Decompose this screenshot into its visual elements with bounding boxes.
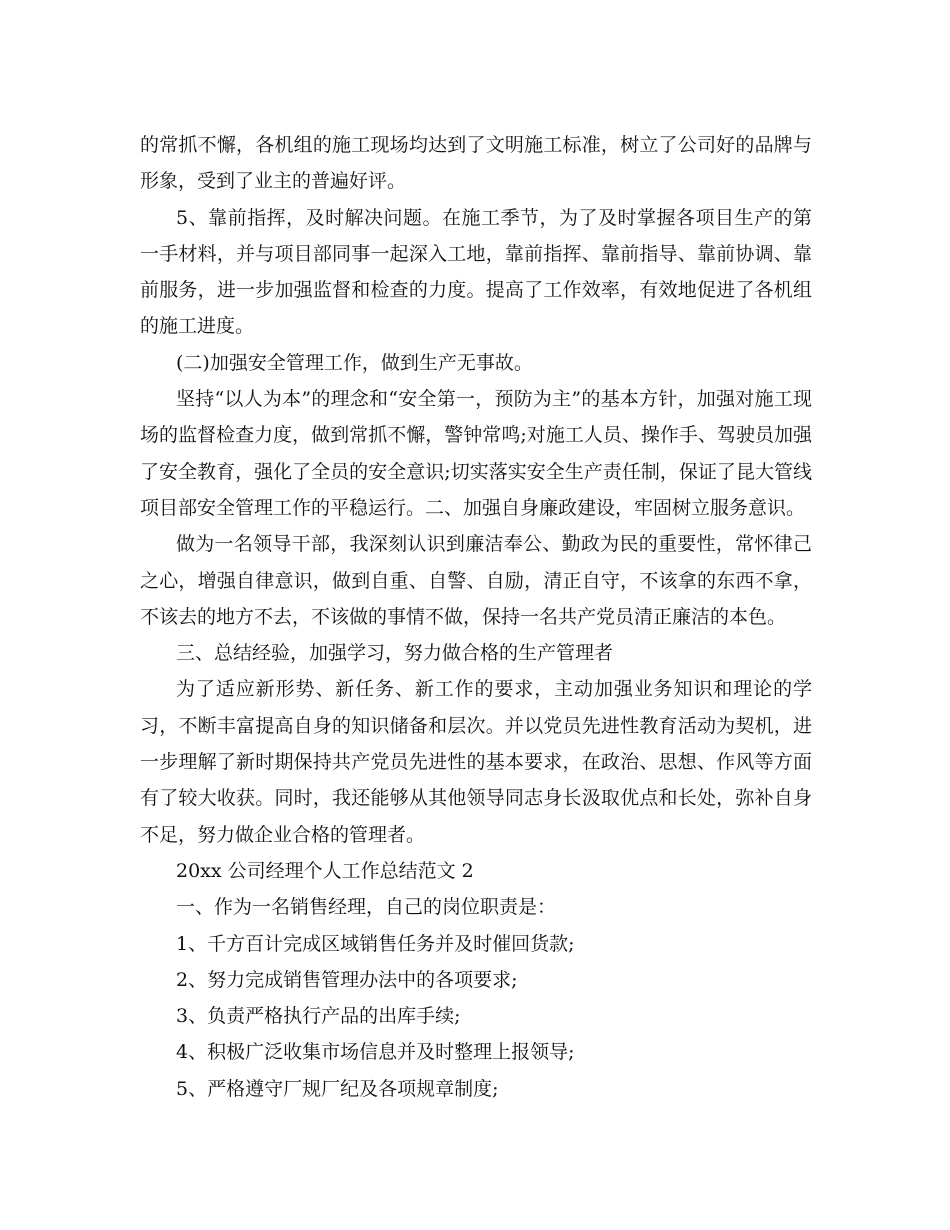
heading-summary-learning: 三、总结经验，加强学习，努力做合格的生产管理者: [176, 642, 614, 665]
duty-item-1: 1、千方百计完成区域销售任务并及时催回货款;: [176, 932, 575, 955]
paragraph-integrity: 做为一名领导干部，我深刻认识到廉洁奉公、勤政为民的重要性，常怀律己之心，增强自律意识，做到自重、自警、自励，清正自守，不该拿的东西不拿，不该去的地方不去，不该做的事情不做，保持一名共产党员清正廉洁的本色。: [140, 533, 812, 628]
document-body: [140, 127, 812, 1107]
paragraph-learning: 为了适应新形势、新任务、新工作的要求，主动加强业务知识和理论的学习，不断丰富提高自身的知识储备和层次。并以党员先进性教育活动为契机，进一步理解了新时期保持共产党员先进性的基本要求，在政治、思想、作风等方面有了较大收获。同时，我还能够从其他领导同志身长汲取优点和长处，弥补自身不足，努力做企业合格的管理者。: [140, 678, 812, 846]
duties-intro: 一、作为一名销售经理，自己的岗位职责是：: [176, 896, 557, 919]
paragraph-continuation: 的常抓不懈，各机组的施工现场均达到了文明施工标准，树立了公司好的品牌与形象，受到了业主的普遍好评。: [140, 134, 812, 193]
section-title: 20xx 公司经理个人工作总结范文 2: [176, 859, 474, 882]
duty-item-3: 3、负责严格执行产品的出库手续;: [176, 1005, 461, 1028]
heading-safety-management: (二)加强安全管理工作，做到生产无事故。: [176, 351, 533, 374]
duty-item-2: 2、努力完成销售管理办法中的各项要求;: [176, 968, 518, 991]
duty-item-4: 4、积极广泛收集市场信息并及时整理上报领导;: [176, 1041, 575, 1064]
paragraph-safety: 坚持“以人为本”的理念和“安全第一，预防为主”的基本方针，加强对施工现场的监督检查力度，做到常抓不懈，警钟常鸣;对施工人员、操作手、驾驶员加强了安全教育，强化了全员的安全意识;切实落实安全生产责任制，保证了昆大管线项目部安全管理工作的平稳运行。二、加强自身廉政建设，牢固树立服务意识。: [140, 388, 812, 519]
duty-item-5: 5、严格遵守厂规厂纪及各项规章制度;: [176, 1077, 499, 1100]
paragraph-item-5: 5、靠前指挥，及时解决问题。在施工季节，为了及时掌握各项目生产的第一手材料，并与项目部同事一起深入工地，靠前指挥、靠前指导、靠前协调、靠前服务，进一步加强监督和检查的力度。提高了工作效率，有效地促进了各机组的施工进度。: [140, 206, 812, 338]
